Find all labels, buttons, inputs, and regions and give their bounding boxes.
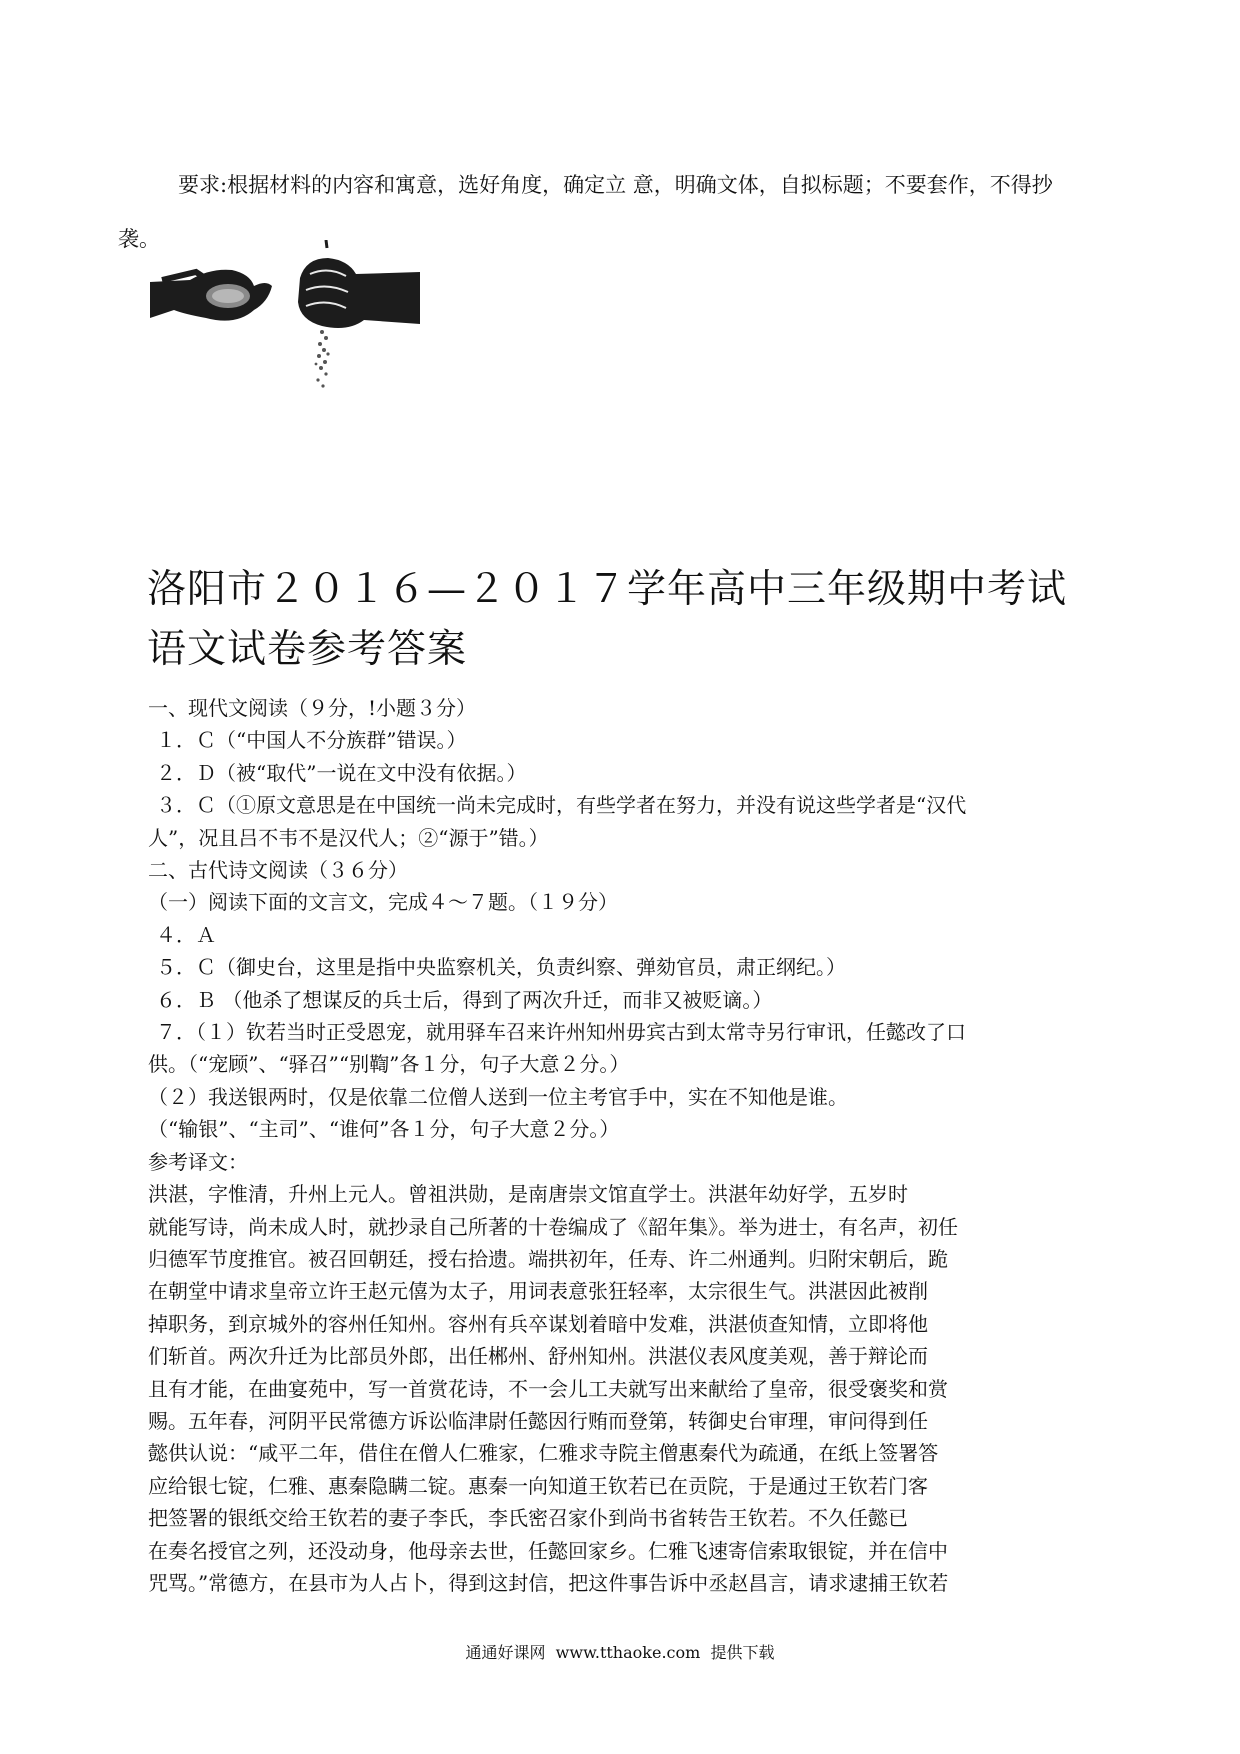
requirement-line-2: 袭。 [118, 227, 160, 251]
translation-line: 且有才能，在曲宴苑中，写一首赏花诗，不一会儿工夫就写出来献给了皇帝，很受褒奖和赏 [148, 1376, 948, 1401]
translation-line: 们斩首。两次升迁为比部员外郎，出任郴州、舒州知州。洪湛仪表风度美观，善于辩论而 [148, 1344, 928, 1369]
answer-line: （“输银”、“主司”、“谁何”各１分，句子大意２分。） [148, 1117, 620, 1142]
translation-line: 把签署的银纸交给王钦若的妻子李氏，李氏密召家仆到尚书省转告王钦若。不久任懿已 [148, 1506, 908, 1531]
translation-line: 洪湛，字惟清，升州上元人。曾祖洪勋，是南唐崇文馆直学士。洪湛年幼好学，五岁时 [148, 1182, 908, 1207]
translation-line: 在朝堂中请求皇帝立许王赵元僖为太子，用词表意张狂轻率，太宗很生气。洪湛因此被削 [148, 1279, 928, 1304]
answer-line: ３．Ｃ（①原文意思是在中国统一尚未完成时，有些学者在努力，并没有说这些学者是“汉代 [156, 793, 967, 818]
translation-line: 懿供认说：“咸平二年，借住在僧人仁雅家，仁雅求寺院主僧惠秦代为疏通，在纸上签署答 [148, 1441, 939, 1466]
answer-line: 一、现代文阅读（９分，!小题３分） [148, 696, 477, 720]
answer-line: 供。（“宠顾”、“驿召”“别鞫”各１分，句子大意２分。） [148, 1052, 630, 1077]
page-footer: 通通好课网 www.tthaoke.com 提供下载 [465, 1643, 775, 1662]
translation-line: 赐。五年春，河阴平民常德方诉讼临津尉任懿因行贿而登第，转御史台审理，审问得到任 [148, 1408, 928, 1433]
translation-line: 咒骂。”常德方，在县市为人占卜，得到这封信，把这件事告诉中丞赵昌言，请求逮捕王钦若 [148, 1570, 949, 1595]
answer-line: ４．Ａ [156, 922, 216, 947]
answer-line: （一）阅读下面的文言文，完成４～７题。（１９分） [148, 890, 618, 915]
translation-line: 归德军节度推官。被召回朝廷，授右拾遗。端拱初年，任寿、许二州通判。归附宋朝后，跪 [148, 1246, 948, 1271]
answer-line: ２．Ｄ（被“取代”一说在文中没有依据。） [156, 760, 527, 785]
answer-line: ６．Ｂ （他杀了想谋反的兵士后，得到了两次升迁，而非又被贬谪。） [156, 987, 773, 1012]
answer-line: 二、古代诗文阅读（３６分） [148, 858, 408, 883]
exam-title-line-2: 语文试卷参考答案 [147, 627, 468, 672]
answer-line: ５．Ｃ（御史台，这里是指中央监察机关，负责纠察、弹劾官员，肃正纲纪。） [156, 955, 846, 980]
translation-line: 应给银七锭，仁雅、惠秦隐瞒二锭。惠秦一向知道王钦若已在贡院，于是通过王钦若门客 [148, 1473, 928, 1498]
exam-title-line-1: 洛阳市２０１６—２０１７学年高中三年级期中考试 [147, 567, 1068, 612]
answer-key-body [148, 692, 1108, 1599]
answer-line: 参考译文： [148, 1149, 248, 1174]
answer-line: 人”，况且吕不韦不是汉代人；②“源于”错。） [148, 825, 549, 850]
answer-line: ７．（１）钦若当时正受恩宠，就用驿车召来许州知州毋宾古到太常寺另行审讯，任懿改了口 [156, 1020, 966, 1045]
exam-title [147, 560, 1067, 680]
requirement-line-1: 要求:根据材料的内容和寓意，选好角度，确定立 意，明确文体，自拟标题；不要套作，不得抄 [178, 173, 1053, 197]
answer-line: （２）我送银两时，仅是依靠二位僧人送到一位主考官手中，实在不知他是谁。 [148, 1084, 848, 1109]
translation-line: 就能写诗，尚未成人时，就抄录自己所著的十卷编成了《韶年集》。举为进士，有名声，初任 [148, 1214, 958, 1239]
translation-line: 掉职务，到京城外的容州任知州。容州有兵卒谋划着暗中发难，洪湛侦查知情，立即将他 [148, 1311, 928, 1336]
answer-line: １．Ｃ（“中国人不分族群”错误。） [156, 728, 467, 753]
translation-line: 在奏名授官之列，还没动身，他母亲去世，任懿回家乡。仁雅飞速寄信索取银锭，并在信中 [148, 1538, 948, 1563]
two-hands-sand-illustration-icon [150, 240, 420, 400]
